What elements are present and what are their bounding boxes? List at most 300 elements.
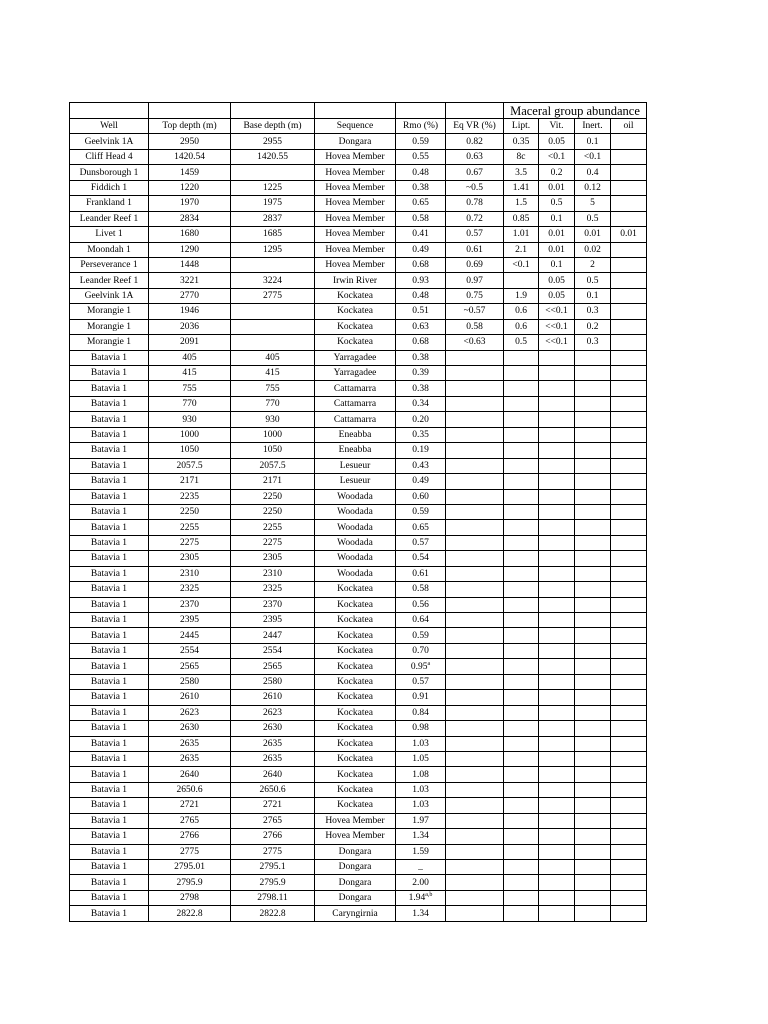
table-cell: 0.65 bbox=[396, 520, 446, 535]
table-cell: <0.1 bbox=[575, 149, 611, 164]
table-cell: 2635 bbox=[231, 751, 315, 766]
table-cell: Batavia 1 bbox=[70, 551, 149, 566]
table-cell: Woodada bbox=[315, 566, 396, 581]
table-cell: Batavia 1 bbox=[70, 643, 149, 658]
table-cell: Kockatea bbox=[315, 628, 396, 643]
table-cell: 0.85 bbox=[504, 211, 539, 226]
table-cell bbox=[539, 443, 575, 458]
table-cell: ~0.5 bbox=[446, 180, 504, 195]
table-cell: 2610 bbox=[149, 690, 231, 705]
table-cell bbox=[446, 705, 504, 720]
table-cell: 2765 bbox=[231, 813, 315, 828]
table-cell bbox=[504, 427, 539, 442]
table-cell: 0.4 bbox=[575, 165, 611, 180]
table-cell: Batavia 1 bbox=[70, 566, 149, 581]
table-cell: 0.5 bbox=[504, 335, 539, 350]
table-cell bbox=[575, 613, 611, 628]
table-cell: Eneabba bbox=[315, 443, 396, 458]
table-row bbox=[70, 242, 647, 257]
table-cell: Frankland 1 bbox=[70, 196, 149, 211]
table-cell bbox=[504, 643, 539, 658]
table-cell: 2721 bbox=[231, 798, 315, 813]
table-cell: Woodada bbox=[315, 551, 396, 566]
table-cell bbox=[539, 535, 575, 550]
table-cell: Hovea Member bbox=[315, 180, 396, 195]
table-cell bbox=[504, 705, 539, 720]
table-row bbox=[70, 196, 647, 211]
table-cell bbox=[575, 705, 611, 720]
table-cell: 0.05 bbox=[539, 134, 575, 149]
table-cell bbox=[446, 751, 504, 766]
table-cell: Kockatea bbox=[315, 582, 396, 597]
table-cell bbox=[446, 582, 504, 597]
table-cell bbox=[504, 613, 539, 628]
table-cell: 1290 bbox=[149, 242, 231, 257]
table-cell bbox=[539, 412, 575, 427]
table-cell: 2235 bbox=[149, 489, 231, 504]
table-cell: 0.61 bbox=[396, 566, 446, 581]
table-cell bbox=[539, 520, 575, 535]
table-row bbox=[70, 628, 647, 643]
table-cell: Kockatea bbox=[315, 288, 396, 303]
table-cell: Hovea Member bbox=[315, 813, 396, 828]
table-cell: Perseverance 1 bbox=[70, 257, 149, 272]
table-cell: 2950 bbox=[149, 134, 231, 149]
table-cell: 0.01 bbox=[539, 242, 575, 257]
table-cell bbox=[539, 597, 575, 612]
table-cell bbox=[539, 860, 575, 875]
table-cell: Dongara bbox=[315, 134, 396, 149]
table-cell: 0.01 bbox=[539, 227, 575, 242]
table-cell: 2795.1 bbox=[231, 860, 315, 875]
table-cell: 0.51 bbox=[396, 304, 446, 319]
table-cell: 0.69 bbox=[446, 257, 504, 272]
table-cell: Dongara bbox=[315, 860, 396, 875]
maceral-data-table bbox=[69, 102, 647, 922]
table-cell bbox=[504, 890, 539, 905]
table-cell bbox=[539, 566, 575, 581]
table-row bbox=[70, 149, 647, 164]
table-cell: 0.39 bbox=[396, 366, 446, 381]
table-cell bbox=[611, 196, 647, 211]
table-cell: 0.63 bbox=[396, 319, 446, 334]
table-cell bbox=[446, 366, 504, 381]
table-cell bbox=[539, 504, 575, 519]
table-row bbox=[70, 597, 647, 612]
table-cell: Kockatea bbox=[315, 304, 396, 319]
table-cell: Morangie 1 bbox=[70, 304, 149, 319]
table-row bbox=[70, 736, 647, 751]
table-cell: 1.01 bbox=[504, 227, 539, 242]
table-cell bbox=[504, 906, 539, 921]
table-cell: 2036 bbox=[149, 319, 231, 334]
table-cell: 0.38 bbox=[396, 180, 446, 195]
table-cell bbox=[504, 736, 539, 751]
column-header: Base depth (m) bbox=[231, 119, 315, 134]
table-cell: Batavia 1 bbox=[70, 474, 149, 489]
table-cell: 0.54 bbox=[396, 551, 446, 566]
table-cell bbox=[611, 180, 647, 195]
table-cell bbox=[611, 458, 647, 473]
table-row bbox=[70, 381, 647, 396]
table-row bbox=[70, 257, 647, 272]
table-cell: 0.3 bbox=[575, 304, 611, 319]
table-cell bbox=[575, 643, 611, 658]
table-cell bbox=[575, 582, 611, 597]
table-cell: 0.98 bbox=[396, 721, 446, 736]
table-cell: 2630 bbox=[231, 721, 315, 736]
table-cell: 2565 bbox=[149, 659, 231, 674]
table-cell bbox=[231, 257, 315, 272]
table-cell bbox=[446, 875, 504, 890]
table-cell: Irwin River bbox=[315, 273, 396, 288]
table-cell bbox=[446, 350, 504, 365]
table-cell bbox=[539, 489, 575, 504]
table-cell: 0.70 bbox=[396, 643, 446, 658]
table-cell: 0.72 bbox=[446, 211, 504, 226]
table-cell bbox=[539, 613, 575, 628]
table-cell: Batavia 1 bbox=[70, 736, 149, 751]
table-cell: 2798.11 bbox=[231, 890, 315, 905]
table-cell: 0.41 bbox=[396, 227, 446, 242]
table-cell: 0.84 bbox=[396, 705, 446, 720]
table-cell: 0.64 bbox=[396, 613, 446, 628]
table-cell: Batavia 1 bbox=[70, 504, 149, 519]
table-cell bbox=[611, 844, 647, 859]
table-cell bbox=[504, 443, 539, 458]
table-cell: Batavia 1 bbox=[70, 705, 149, 720]
table-cell bbox=[504, 674, 539, 689]
table-cell: 930 bbox=[149, 412, 231, 427]
table-cell: 0.6 bbox=[504, 304, 539, 319]
table-cell: <<0.1 bbox=[539, 335, 575, 350]
table-row bbox=[70, 227, 647, 242]
table-cell: Kockatea bbox=[315, 335, 396, 350]
table-cell: 0.97 bbox=[446, 273, 504, 288]
table-cell bbox=[446, 782, 504, 797]
table-cell bbox=[504, 489, 539, 504]
table-cell: 2447 bbox=[231, 628, 315, 643]
table-cell: 0.48 bbox=[396, 288, 446, 303]
table-cell: 2370 bbox=[149, 597, 231, 612]
column-header: oil bbox=[611, 119, 647, 134]
table-cell: 0.35 bbox=[396, 427, 446, 442]
table-row bbox=[70, 890, 647, 905]
table-cell bbox=[611, 551, 647, 566]
table-cell: 0.60 bbox=[396, 489, 446, 504]
table-cell bbox=[539, 705, 575, 720]
table-cell: Batavia 1 bbox=[70, 412, 149, 427]
table-cell: Kockatea bbox=[315, 597, 396, 612]
table-cell: Kockatea bbox=[315, 705, 396, 720]
table-cell: Hovea Member bbox=[315, 149, 396, 164]
table-cell: 0.55 bbox=[396, 149, 446, 164]
table-cell: 0.78 bbox=[446, 196, 504, 211]
table-cell: Batavia 1 bbox=[70, 829, 149, 844]
table-cell: Batavia 1 bbox=[70, 597, 149, 612]
table-cell: 0.48 bbox=[396, 165, 446, 180]
table-row bbox=[70, 427, 647, 442]
table-cell: Batavia 1 bbox=[70, 628, 149, 643]
table-cell bbox=[539, 751, 575, 766]
table-cell bbox=[611, 412, 647, 427]
table-cell: 930 bbox=[231, 412, 315, 427]
table-cell: 0.43 bbox=[396, 458, 446, 473]
table-cell: Kockatea bbox=[315, 613, 396, 628]
table-cell: Batavia 1 bbox=[70, 350, 149, 365]
table-cell bbox=[446, 690, 504, 705]
table-row bbox=[70, 335, 647, 350]
table-cell bbox=[539, 366, 575, 381]
table-cell: 2640 bbox=[231, 767, 315, 782]
table-cell: 2057.5 bbox=[231, 458, 315, 473]
table-cell: 1000 bbox=[231, 427, 315, 442]
table-row bbox=[70, 288, 647, 303]
table-cell bbox=[611, 736, 647, 751]
table-row bbox=[70, 474, 647, 489]
table-cell: 2798 bbox=[149, 890, 231, 905]
table-row bbox=[70, 674, 647, 689]
table-cell: Kockatea bbox=[315, 798, 396, 813]
table-cell: 0.1 bbox=[539, 211, 575, 226]
table-cell: 0.01 bbox=[539, 180, 575, 195]
table-cell bbox=[231, 165, 315, 180]
table-cell: 2580 bbox=[149, 674, 231, 689]
table-cell: 1975 bbox=[231, 196, 315, 211]
table-cell: 0.20 bbox=[396, 412, 446, 427]
table-cell: 2.1 bbox=[504, 242, 539, 257]
table-cell bbox=[575, 489, 611, 504]
column-header: Sequence bbox=[315, 119, 396, 134]
table-cell bbox=[446, 412, 504, 427]
table-cell bbox=[611, 350, 647, 365]
table-cell bbox=[539, 767, 575, 782]
table-cell: 1420.55 bbox=[231, 149, 315, 164]
table-cell: 2305 bbox=[149, 551, 231, 566]
table-cell: 5 bbox=[575, 196, 611, 211]
table-cell: Kockatea bbox=[315, 721, 396, 736]
table-cell: Kockatea bbox=[315, 782, 396, 797]
maceral-group-heading: Maceral group abundance bbox=[504, 103, 647, 119]
table-cell: 0.5 bbox=[575, 273, 611, 288]
table-cell bbox=[611, 659, 647, 674]
table-cell: Eneabba bbox=[315, 427, 396, 442]
table-cell: 2554 bbox=[149, 643, 231, 658]
column-header: Lipt. bbox=[504, 119, 539, 134]
table-cell: 0.05 bbox=[539, 273, 575, 288]
table-cell bbox=[504, 458, 539, 473]
table-cell bbox=[611, 767, 647, 782]
table-cell: Cattamarra bbox=[315, 412, 396, 427]
table-cell bbox=[504, 520, 539, 535]
table-cell: 2445 bbox=[149, 628, 231, 643]
table-cell bbox=[575, 396, 611, 411]
table-cell: Hovea Member bbox=[315, 242, 396, 257]
table-cell bbox=[575, 813, 611, 828]
table-cell: 0.49 bbox=[396, 474, 446, 489]
table-cell: Batavia 1 bbox=[70, 721, 149, 736]
table-cell: 2766 bbox=[231, 829, 315, 844]
table-row bbox=[70, 906, 647, 921]
table-cell: Batavia 1 bbox=[70, 443, 149, 458]
table-cell bbox=[539, 721, 575, 736]
table-cell: Hovea Member bbox=[315, 257, 396, 272]
table-cell: 0.34 bbox=[396, 396, 446, 411]
table-cell: Kockatea bbox=[315, 659, 396, 674]
table-cell: 0.1 bbox=[575, 134, 611, 149]
table-cell bbox=[539, 381, 575, 396]
table-cell: Batavia 1 bbox=[70, 366, 149, 381]
table-cell bbox=[611, 242, 647, 257]
table-row bbox=[70, 751, 647, 766]
table-cell bbox=[539, 551, 575, 566]
table-cell bbox=[611, 582, 647, 597]
footnote-marker: a bbox=[427, 660, 431, 667]
table-cell: <0.63 bbox=[446, 335, 504, 350]
table-cell: 0.35 bbox=[504, 134, 539, 149]
table-cell: 2822.8 bbox=[149, 906, 231, 921]
table-cell bbox=[611, 134, 647, 149]
table-cell bbox=[539, 844, 575, 859]
table-row bbox=[70, 211, 647, 226]
column-header: Well bbox=[70, 119, 149, 134]
table-cell: 2325 bbox=[149, 582, 231, 597]
table-cell: 2250 bbox=[231, 489, 315, 504]
table-cell bbox=[446, 458, 504, 473]
table-cell bbox=[575, 798, 611, 813]
table-cell: <0.1 bbox=[504, 257, 539, 272]
table-cell bbox=[446, 520, 504, 535]
table-cell: Hovea Member bbox=[315, 227, 396, 242]
table-cell bbox=[539, 906, 575, 921]
table-cell bbox=[504, 366, 539, 381]
table-cell bbox=[446, 798, 504, 813]
table-cell bbox=[504, 751, 539, 766]
table-cell bbox=[575, 721, 611, 736]
table-cell: Hovea Member bbox=[315, 196, 396, 211]
table-cell: 755 bbox=[149, 381, 231, 396]
table-row bbox=[70, 396, 647, 411]
table-cell bbox=[611, 273, 647, 288]
table-cell: Cattamarra bbox=[315, 381, 396, 396]
table-cell: 2640 bbox=[149, 767, 231, 782]
table-cell bbox=[575, 443, 611, 458]
table-cell: Morangie 1 bbox=[70, 335, 149, 350]
table-cell: 0.38 bbox=[396, 350, 446, 365]
table-cell: Dongara bbox=[315, 875, 396, 890]
table-cell: Batavia 1 bbox=[70, 906, 149, 921]
table-cell bbox=[504, 782, 539, 797]
table-cell: Morangie 1 bbox=[70, 319, 149, 334]
table-cell bbox=[611, 721, 647, 736]
table-cell: 2255 bbox=[231, 520, 315, 535]
table-cell bbox=[575, 844, 611, 859]
table-cell bbox=[611, 211, 647, 226]
table-cell: 0.68 bbox=[396, 257, 446, 272]
table-cell bbox=[446, 427, 504, 442]
table-cell: 2955 bbox=[231, 134, 315, 149]
table-cell: 0.57 bbox=[396, 674, 446, 689]
table-cell bbox=[231, 319, 315, 334]
table-cell bbox=[611, 751, 647, 766]
table-cell: 0.58 bbox=[396, 211, 446, 226]
table-cell: 2310 bbox=[149, 566, 231, 581]
table-cell: 0.12 bbox=[575, 180, 611, 195]
table-cell: Batavia 1 bbox=[70, 659, 149, 674]
table-cell: Cliff Head 4 bbox=[70, 149, 149, 164]
table-cell: 2834 bbox=[149, 211, 231, 226]
table-cell: Hovea Member bbox=[315, 829, 396, 844]
table-cell: Caryngirnia bbox=[315, 906, 396, 921]
table-cell bbox=[446, 566, 504, 581]
table-cell bbox=[446, 381, 504, 396]
table-row bbox=[70, 489, 647, 504]
table-cell bbox=[611, 319, 647, 334]
table-cell bbox=[504, 798, 539, 813]
table-cell: Kockatea bbox=[315, 751, 396, 766]
table-cell: Kockatea bbox=[315, 736, 396, 751]
table-cell bbox=[611, 304, 647, 319]
table-cell bbox=[611, 782, 647, 797]
table-cell: Lesueur bbox=[315, 458, 396, 473]
table-cell bbox=[575, 690, 611, 705]
table-cell bbox=[575, 520, 611, 535]
table-cell bbox=[611, 165, 647, 180]
table-cell bbox=[611, 474, 647, 489]
table-cell: Kockatea bbox=[315, 767, 396, 782]
table-cell bbox=[611, 443, 647, 458]
table-cell bbox=[611, 829, 647, 844]
table-row bbox=[70, 304, 647, 319]
table-cell: 1050 bbox=[149, 443, 231, 458]
table-cell: 1459 bbox=[149, 165, 231, 180]
table-cell: 1220 bbox=[149, 180, 231, 195]
table-cell: 2255 bbox=[149, 520, 231, 535]
table-cell bbox=[611, 690, 647, 705]
table-cell bbox=[611, 489, 647, 504]
table-cell: 0.49 bbox=[396, 242, 446, 257]
table-cell: 415 bbox=[231, 366, 315, 381]
table-cell bbox=[504, 844, 539, 859]
table-cell: 2 bbox=[575, 257, 611, 272]
table-cell: 3221 bbox=[149, 273, 231, 288]
table-cell: Batavia 1 bbox=[70, 674, 149, 689]
table-cell bbox=[575, 829, 611, 844]
table-cell bbox=[446, 551, 504, 566]
table-cell: Batavia 1 bbox=[70, 798, 149, 813]
table-cell bbox=[504, 813, 539, 828]
table-cell bbox=[446, 613, 504, 628]
table-row bbox=[70, 659, 647, 674]
table-cell bbox=[539, 396, 575, 411]
table-cell bbox=[446, 721, 504, 736]
table-cell: 405 bbox=[149, 350, 231, 365]
table-cell: 0.58 bbox=[396, 582, 446, 597]
table-cell bbox=[611, 628, 647, 643]
table-row bbox=[70, 134, 647, 149]
table-cell: 1.34 bbox=[396, 829, 446, 844]
table-row bbox=[70, 350, 647, 365]
table-cell: 2837 bbox=[231, 211, 315, 226]
table-row bbox=[70, 690, 647, 705]
table-cell bbox=[446, 674, 504, 689]
table-cell bbox=[611, 366, 647, 381]
table-cell: 0.01 bbox=[575, 227, 611, 242]
table-cell bbox=[611, 288, 647, 303]
table-cell: 0.57 bbox=[396, 535, 446, 550]
table-cell bbox=[446, 474, 504, 489]
table-row bbox=[70, 443, 647, 458]
